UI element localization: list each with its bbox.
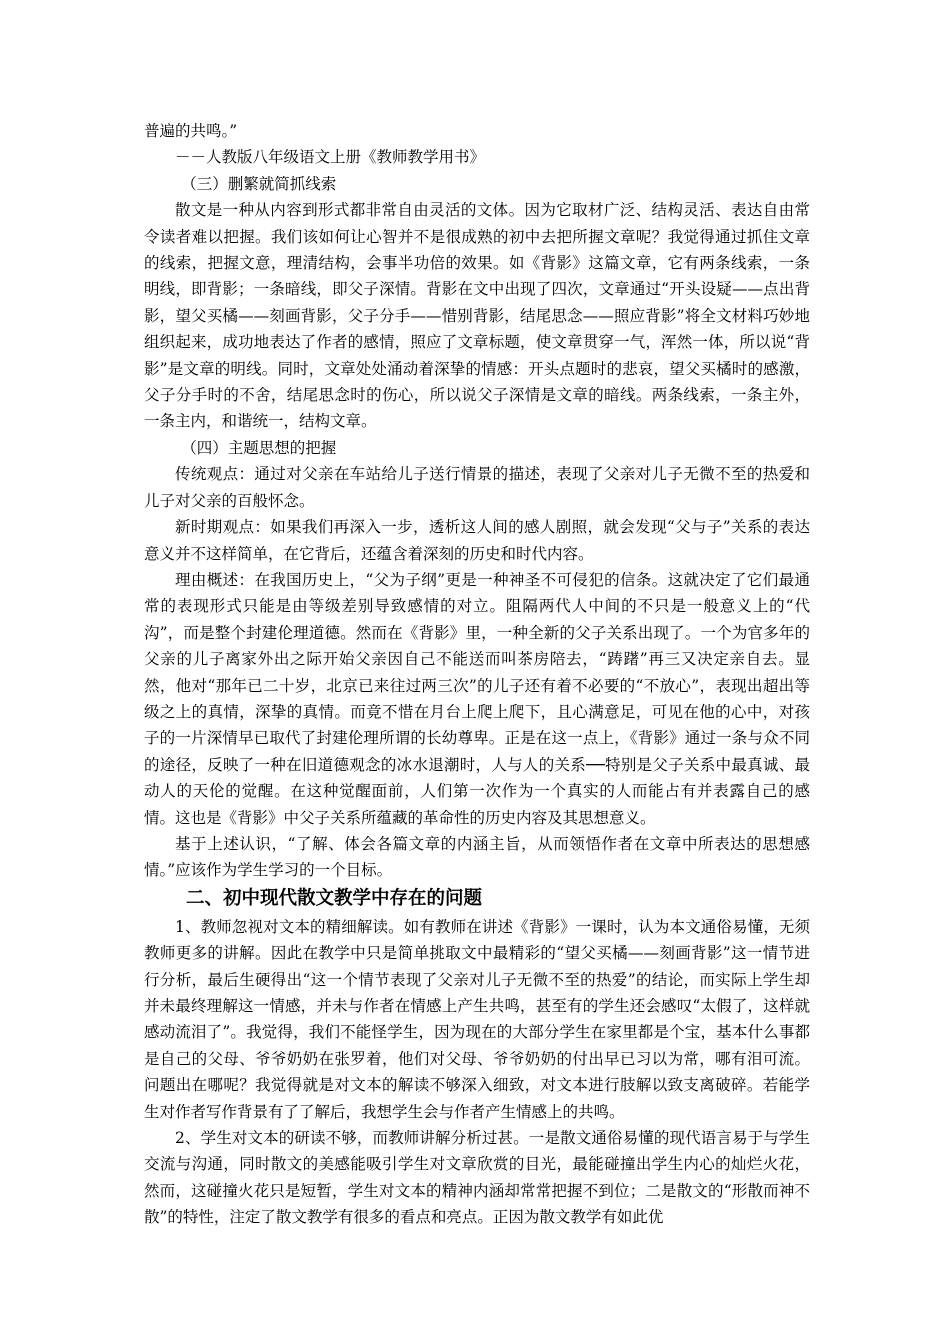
subheading-theme: （四）主题思想的把握	[181, 438, 337, 457]
subheading-clue: （三）删繁就简抓线索	[181, 174, 337, 193]
paragraph-reasoning: 理由概述：在我国历史上，“父为子纲”更是一种神圣不可侵犯的信条。这就决定了它们最通常的表现形式只能是由等级差别导致感情的对立。阻隔两代人中间的不只是一般意义上的“代沟”，而是整个封建伦理道德。然而在《背影》里，一种全新的父子关系出现了。一个为官多年的父亲的儿子离家外出之际开始父亲因自己不能送而叫茶房陪去，“踌躇”再三又决定亲自去。显然，他对“那年已二十岁，北京已来往过两三次”的儿子还有着不必要的“不放心”，表现出超出等级之上的真情，深挚的真情。而竟不惜在月台上爬上爬下，且心满意足，可见在他的心中，对孩子的一片深情早已取代了封建伦理所谓的长幼尊卑。正是在这一点上，《背影》通过一条与众不同的途径，反映了一种在旧道德观念的冰水退潮时，人与人的关系──特别是父子关系中最真诚、最动人的天伦的觉醒。在这种觉醒面前，人们第一次作为一个真实的人而能占有并表露自己的感情。这也是《背影》中父子关系所蕴藏的革命性的历史内容及其思想意义。	[144, 570, 810, 827]
paragraph-conclusion: 基于上述认识，“了解、体会各篇文章的内涵主旨，从而领悟作者在文章中所表达的思想感情。”应该作为学生学习的一个目标。	[144, 834, 810, 880]
paragraph-problem-1: 1、教师忽视对文本的精细解读。如有教师在讲述《背影》一课时，认为本文通俗易懂，无须教师更多的讲解。因此在教学中只是简单挑取文中最精彩的“望父买橘——刻画背影”这一情节进行分析，最后生硬得出“这一个情节表现了父亲对儿子无微不至的热爱”的结论，而实际上学生却并未最终理解这一情感，并未与作者在情感上产生共鸣，甚至有的学生还会感叹“太假了，这样就感动流泪了”。我觉得，我们不能怪学生，因为现在的大部分学生在家里都是个宝，基本什么事都是自己的父母、爷爷奶奶在张罗着，他们对父母、爷爷奶奶的付出早已习以为常，哪有泪可流。问题出在哪呢？我觉得就是对文本的解读不够深入细致，对文本进行肢解以致支离破碎。若能学生对作者写作背景有了了解后，我想学生会与作者产生情感上的共鸣。	[144, 917, 810, 1121]
paragraph-traditional-view: 传统观点：通过对父亲在车站给儿子送行情景的描述，表现了父亲对儿子无微不至的热爱和儿子对父亲的百般怀念。	[144, 465, 810, 510]
paragraph-clue-body: 散文是一种从内容到形式都非常自由灵活的文体。因为它取材广泛、结构灵活、表达自由常令读者难以把握。我们该如何让心智并不是很成熟的初中去把所握文章呢？我觉得通过抓住文章的线索，把握文意，理清结构，会事半功倍的效果。如《背影》这篇文章，它有两条线索，一条明线，即背影；一条暗线，即父子深情。背影在文中出现了四次，文章通过“开头设疑——点出背影，望父买橘——刻画背影，父子分手——惜别背影，结尾思念——照应背影”将全文材料巧妙地组织起来，成功地表达了作者的感情，照应了文章标题，使文章贯穿一气，浑然一体，所以说“背影”是文章的明线。同时，文章处处涌动着深挚的情感：开头点题时的悲哀，望父买橘时的感激，父子分手时的不舍，结尾思念时的伤心，所以说父子深情是文章的暗线。两条线索，一条主外，一条主内，和谐统一，结构文章。	[144, 201, 810, 431]
paragraph-new-view: 新时期观点：如果我们再深入一步，透析这人间的感人剧照，就会发现“父与子”关系的表达意义并不这样简单，在它背后，还蕴含着深刻的历史和时代内容。	[144, 518, 810, 563]
paragraph-problem-2: 2、学生对文本的研读不够，而教师讲解分析过甚。一是散文通俗易懂的现代语言易于与学生交流与沟通，同时散文的美感能吸引学生对文章欣赏的目光，最能碰撞出学生内心的灿烂火花，然而，这碰撞火花只是短暂，学生对文本的精神内涵却常常把握不到位；二是散文的“形散而神不散”的特性，注定了散文教学有很多的看点和亮点。正因为散文教学有如此优	[144, 1129, 810, 1227]
document-page	[144, 118, 810, 1231]
paragraph-quote-end: 普遍的共鸣。”	[144, 122, 238, 140]
paragraph-source: －－人教版八年级语文上册《教师教学用书》	[175, 148, 486, 167]
section-heading-problems: 二、初中现代散文教学中存在的问题	[186, 887, 483, 909]
